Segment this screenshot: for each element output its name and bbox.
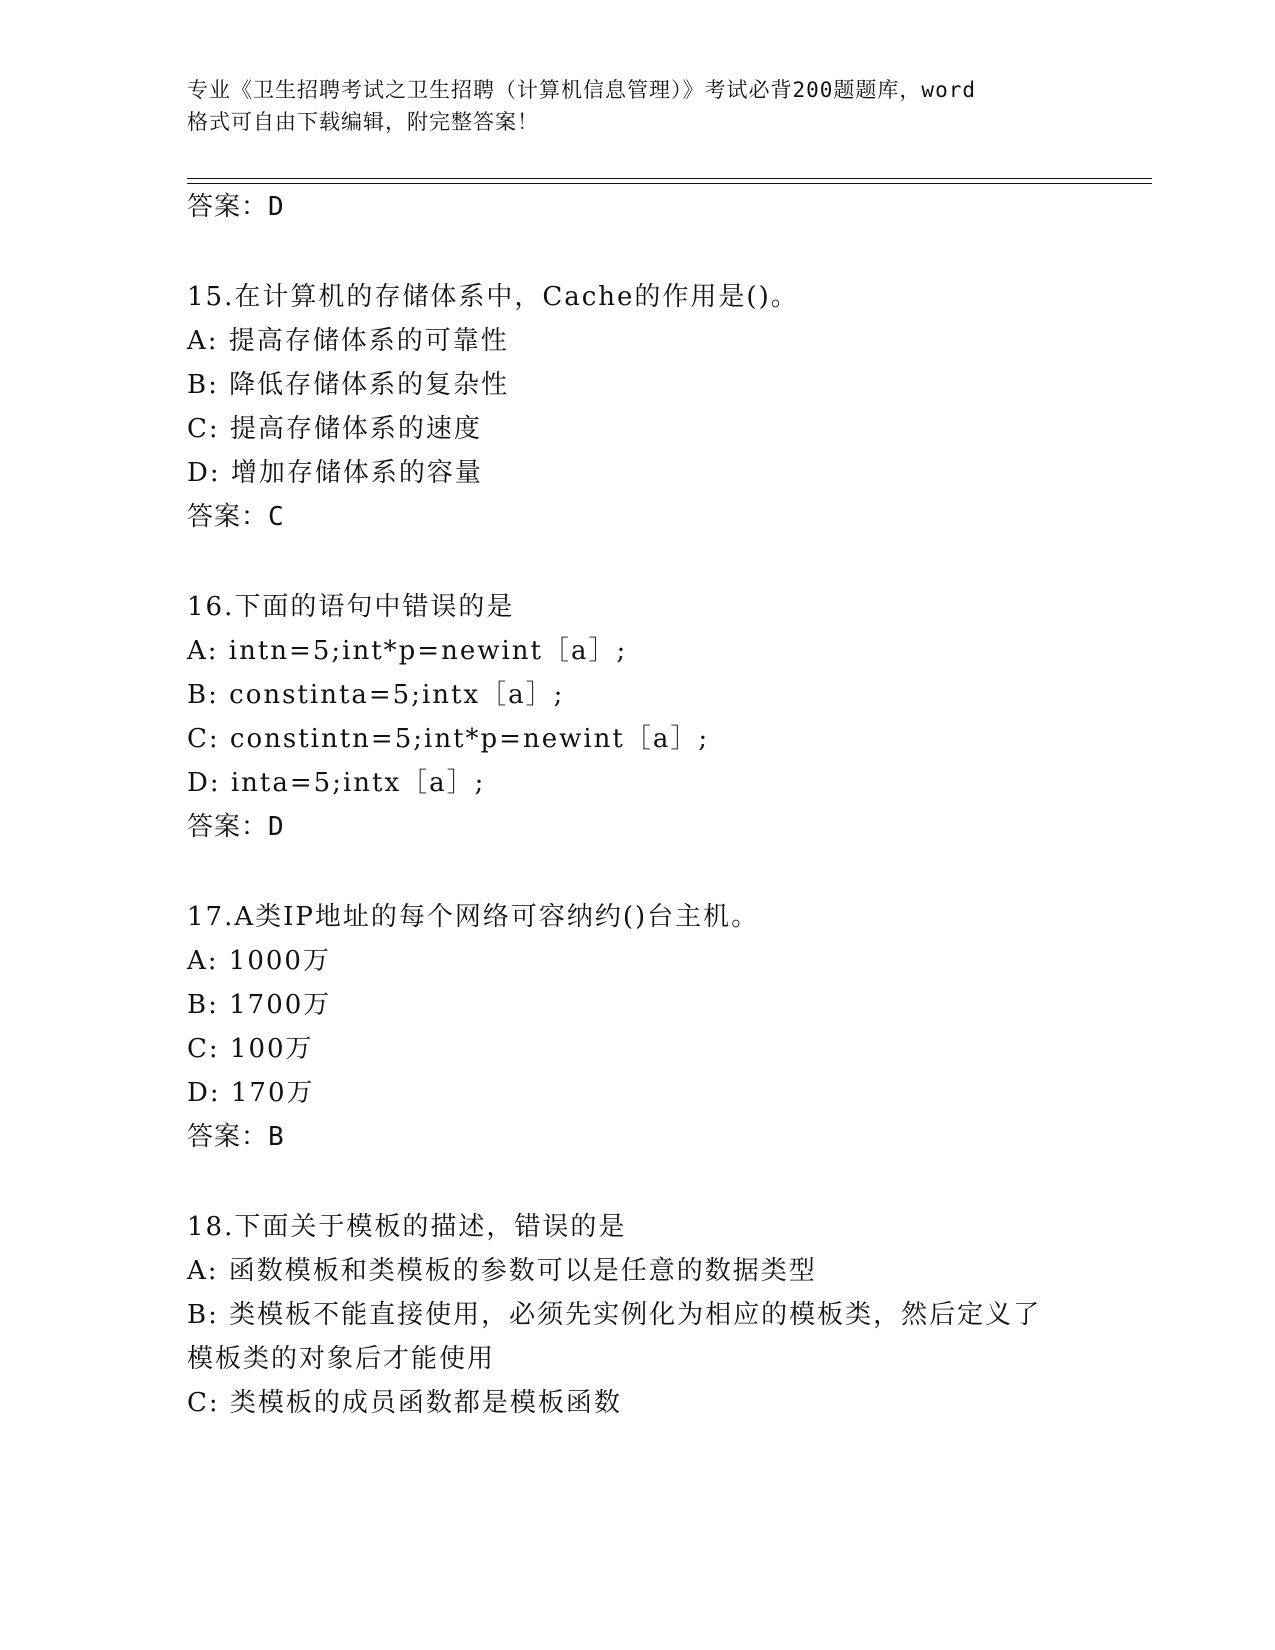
- question-stem: 15.在计算机的存储体系中，Cache的作用是()。: [187, 282, 799, 312]
- header-rule-bottom: [187, 183, 1152, 184]
- question-option: B: 降低存储体系的复杂性: [187, 370, 510, 400]
- question-option: D: inta=5;intx［a］;: [187, 768, 486, 798]
- question-option: B: constinta=5;intx［a］;: [187, 680, 565, 710]
- question-option: C: 类模板的成员函数都是模板函数: [187, 1388, 622, 1418]
- question-option: A: 提高存储体系的可靠性: [187, 326, 509, 356]
- header-rule-top: [187, 178, 1152, 179]
- header-line-2: 格式可自由下载编辑，附完整答案！: [187, 110, 539, 134]
- question-answer: 答案：C: [187, 502, 285, 532]
- question-stem: 17.A类IP地址的每个网络可容纳约()台主机。: [187, 902, 760, 932]
- question-option: A: intn=5;int*p=newint［a］;: [187, 636, 628, 666]
- question-option: D: 增加存储体系的容量: [187, 458, 483, 488]
- document-header: [187, 74, 1087, 138]
- question-stem: 16.下面的语句中错误的是: [187, 592, 515, 622]
- question-option: A: 函数模板和类模板的参数可以是任意的数据类型: [187, 1256, 817, 1286]
- question-option: C: 提高存储体系的速度: [187, 414, 482, 444]
- previous-answer: 答案：D: [187, 192, 285, 222]
- question-option-continuation: 模板类的对象后才能使用: [187, 1344, 496, 1374]
- question-answer: 答案：B: [187, 1122, 285, 1152]
- question-option: B: 类模板不能直接使用，必须先实例化为相应的模板类，然后定义了: [187, 1300, 1042, 1330]
- question-stem: 18.下面关于模板的描述，错误的是: [187, 1212, 627, 1242]
- question-option: B: 1700万: [187, 990, 332, 1020]
- question-option: D: 170万: [187, 1078, 315, 1108]
- question-option: A: 1000万: [187, 946, 331, 976]
- question-option: C: 100万: [187, 1034, 314, 1064]
- header-line-1: 专业《卫生招聘考试之卫生招聘（计算机信息管理）》考试必背200题题库，word: [187, 78, 976, 102]
- question-answer: 答案：D: [187, 812, 285, 842]
- question-option: C: constintn=5;int*p=newint［a］;: [187, 724, 710, 754]
